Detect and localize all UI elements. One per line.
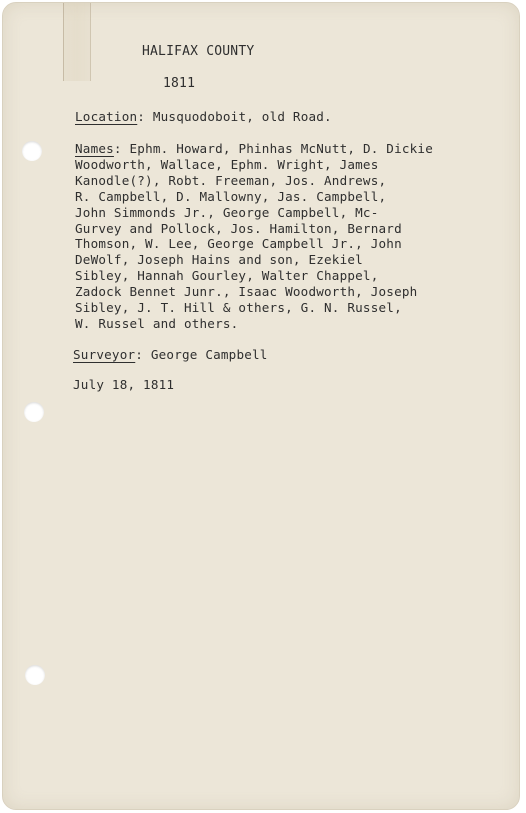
- names-line: John Simmonds Jr., George Campbell, Mc-: [75, 204, 379, 220]
- names-line: Sibley, J. T. Hill & others, G. N. Russel,: [75, 300, 402, 316]
- year-heading: 1811: [163, 76, 196, 91]
- names-line: Gurvey and Pollock, Jos. Hamilton, Bernard: [75, 220, 402, 236]
- names-line: Woodworth, Wallace, Ephm. Wright, James: [75, 156, 379, 172]
- names-line: DeWolf, Joseph Hains and son, Ezekiel: [75, 252, 363, 268]
- surveyor-colon: :: [135, 347, 151, 362]
- surveyor-label: Surveyor: [73, 347, 136, 362]
- names-colon: :: [113, 141, 130, 156]
- surveyor-value: George Campbell: [150, 347, 268, 362]
- names-line: R. Campbell, D. Mallowny, Jas. Campbell,: [75, 188, 387, 204]
- names-line: W. Russel and others.: [75, 315, 239, 331]
- names-line: Thomson, W. Lee, George Campbell Jr., John: [75, 236, 402, 252]
- names-block: [75, 141, 515, 332]
- survey-date: July 18, 1811: [73, 377, 175, 392]
- punch-hole-middle: [24, 402, 44, 422]
- punch-hole-top: [22, 141, 42, 161]
- names-text: Ephm. Howard, Phinhas McNutt, D. Dickie: [129, 141, 434, 156]
- index-card: [2, 2, 520, 810]
- names-line: Sibley, Hannah Gourley, Walter Chappel,: [75, 268, 379, 284]
- location-value: Musquodoboit, old Road.: [152, 109, 332, 124]
- location-line: [75, 109, 332, 124]
- names-line: Kanodle(?), Robt. Freeman, Jos. Andrews,: [75, 172, 387, 188]
- surveyor-line: [73, 347, 268, 362]
- names-label: Names: [75, 141, 114, 156]
- location-colon: :: [137, 109, 153, 124]
- names-line: [75, 141, 515, 157]
- names-line: Zadock Bennet Junr., Isaac Woodworth, Joseph: [75, 284, 418, 300]
- card-tab-mark: [63, 3, 91, 81]
- location-label: Location: [75, 109, 138, 124]
- punch-hole-bottom: [25, 665, 45, 685]
- county-heading: HALIFAX COUNTY: [142, 44, 255, 59]
